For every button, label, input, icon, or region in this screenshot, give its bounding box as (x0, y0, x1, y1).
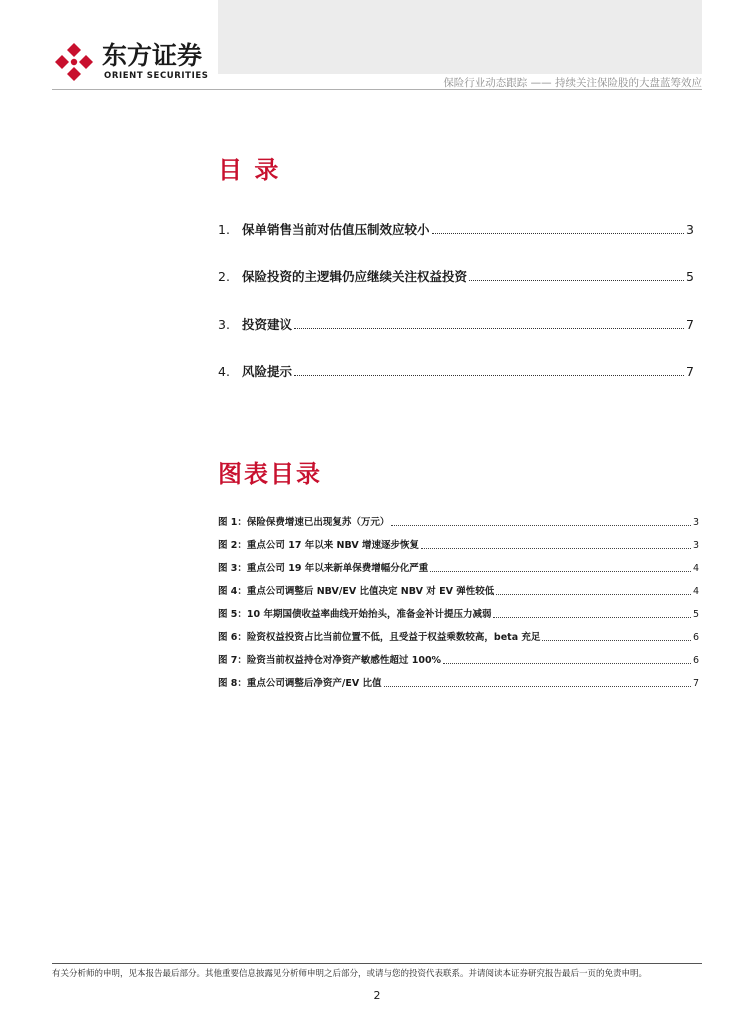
figure-entry-page: 3 (692, 517, 699, 528)
dot-leader (421, 548, 691, 549)
figures-title: 图表目录 (218, 460, 322, 488)
toc-entry-title: 风险提示 (242, 364, 293, 379)
figure-entry-title: 图 5：10 年期国债收益率曲线开始抬头，准备金补计提压力减弱 (218, 609, 492, 620)
toc-entry-page: 7 (686, 317, 694, 332)
header-divider (52, 89, 702, 90)
figure-entry-title: 图 3：重点公司 19 年以来新单保费增幅分化严重 (218, 563, 429, 574)
figure-entry[interactable] (218, 516, 699, 529)
figure-entry-page: 6 (692, 632, 699, 643)
figure-entry[interactable] (218, 677, 699, 690)
figure-entry[interactable] (218, 539, 699, 552)
logo-chinese-name: 东方证券 (102, 41, 203, 70)
dot-leader (542, 640, 691, 641)
toc-entry[interactable] (218, 222, 694, 238)
toc-entry[interactable] (218, 364, 694, 380)
toc-entry-title: 投资建议 (242, 317, 293, 332)
figure-entry-page: 6 (692, 655, 699, 666)
figure-entry-title: 图 1：保险保费增速已出现复苏（万元） (218, 517, 390, 528)
toc-entry-title: 保险投资的主逻辑仍应继续关注权益投资 (242, 269, 468, 284)
logo-english-name: ORIENT SECURITIES (104, 71, 209, 81)
footer-disclaimer: 有关分析师的申明，见本报告最后部分。其他重要信息披露见分析师申明之后部分，或请与您的投资代表联系。并请阅读本证券研究报告最后一页的免责申明。 (52, 969, 648, 979)
figure-entry[interactable] (218, 654, 699, 667)
figure-entry-page: 3 (692, 540, 699, 551)
figure-entry[interactable] (218, 562, 699, 575)
figure-entry-page: 4 (692, 563, 699, 574)
dot-leader (294, 328, 684, 329)
page-number: 2 (373, 989, 381, 1002)
figure-entry-title: 图 7：险资当前权益持仓对净资产敏感性超过 100% (218, 655, 442, 666)
figure-entry-page: 5 (692, 609, 699, 620)
figure-entry[interactable] (218, 631, 699, 644)
toc-entry-title: 保单销售当前对估值压制效应较小 (242, 222, 430, 237)
dot-leader (391, 525, 691, 526)
figure-entry-title: 图 6：险资权益投资占比当前位置不低，且受益于权益乘数较高，beta 充足 (218, 632, 541, 643)
figure-entry[interactable] (218, 608, 699, 621)
running-head: 保险行业动态跟踪 —— 持续关注保险股的大盘蓝筹效应 (443, 77, 702, 89)
dot-leader (294, 375, 684, 376)
dot-leader (469, 280, 684, 281)
figure-entry[interactable] (218, 585, 699, 598)
toc-entry-number: 4. (218, 364, 230, 379)
company-logo (54, 42, 214, 82)
toc-entry-number: 3. (218, 317, 230, 332)
toc-entry-number: 1. (218, 222, 230, 237)
figure-entry-title: 图 8：重点公司调整后净资产/EV 比值 (218, 678, 382, 689)
toc-entry-page: 3 (686, 222, 694, 237)
figure-entry-page: 7 (692, 678, 699, 689)
dot-leader (384, 686, 691, 687)
toc-entry-number: 2. (218, 269, 230, 284)
toc-entry[interactable] (218, 269, 694, 285)
header-band (218, 0, 702, 74)
dot-leader (432, 233, 685, 234)
figure-entry-title: 图 4：重点公司调整后 NBV/EV 比值决定 NBV 对 EV 弹性较低 (218, 586, 495, 597)
dot-leader (493, 617, 691, 618)
figure-entry-page: 4 (692, 586, 699, 597)
logo-mark-icon (54, 42, 94, 82)
contents-title: 目 录 (218, 156, 281, 184)
dot-leader (496, 594, 691, 595)
toc-entry-page: 5 (686, 269, 694, 284)
figure-entry-title: 图 2：重点公司 17 年以来 NBV 增速逐步恢复 (218, 540, 420, 551)
footer-divider (52, 963, 702, 964)
dot-leader (443, 663, 691, 664)
toc-entry[interactable] (218, 317, 694, 333)
toc-entry-page: 7 (686, 364, 694, 379)
dot-leader (430, 571, 691, 572)
